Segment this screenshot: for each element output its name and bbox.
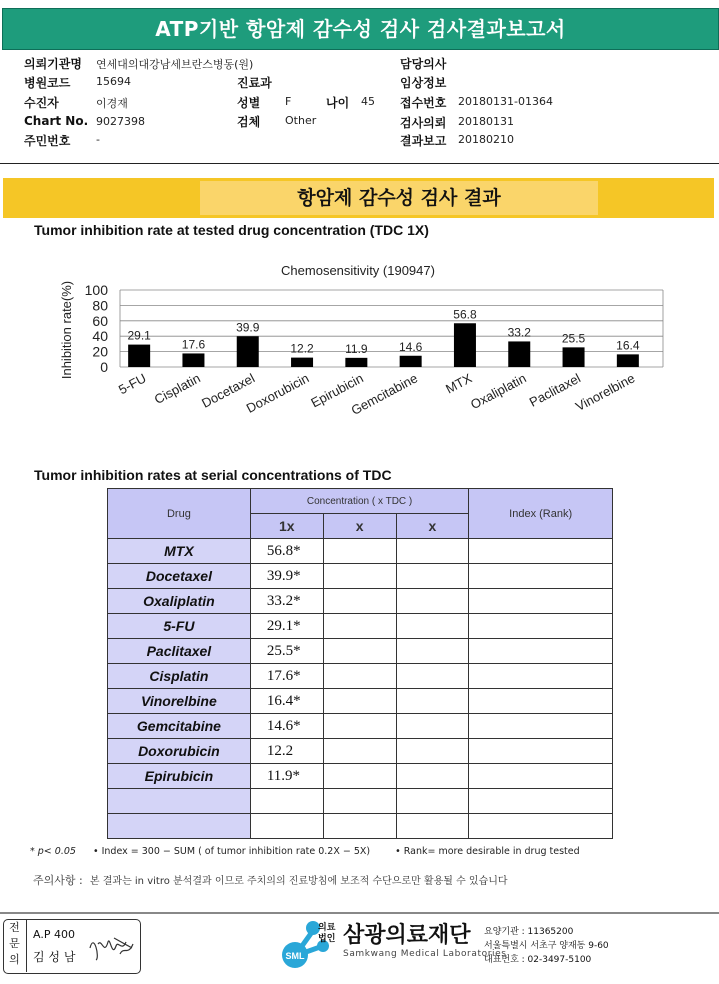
x-tick-label: Vinorelbine (572, 370, 638, 415)
footnote-rank: • Rank= more desirable in drug tested (395, 846, 580, 857)
footnote-index: • Index = 300 − SUM ( of tumor inhibition rate 0.2X − 5X) (92, 846, 371, 857)
bar-doxorubicin (291, 358, 313, 367)
signature-box-label: 전문의 (3, 919, 27, 972)
value-cell: 16.4* (250, 689, 323, 714)
value-cell (250, 814, 323, 839)
bottom-divider (0, 912, 719, 914)
drug-cell: Docetaxel (108, 564, 251, 589)
conc-x2-header: x (323, 514, 396, 539)
report-title: ATP기반 항암제 감수성 검사 검사결과보고서 (2, 8, 719, 50)
table-row (108, 589, 613, 614)
x-tick-label: Oxaliplatin (468, 370, 529, 413)
report-date-label: 결과보고 (400, 134, 447, 148)
table-row (108, 564, 613, 589)
receipt-no-label: 접수번호 (400, 96, 447, 110)
lab-english-name: Samkwang Medical Laboratories (343, 949, 507, 959)
patient-info (0, 50, 719, 164)
footnote (30, 846, 580, 857)
value-cell: 33.2* (250, 589, 323, 614)
chemosensitivity-chart (0, 255, 719, 455)
drug-cell: 5-FU (108, 614, 251, 639)
chart-no-value: 9027398 (96, 115, 145, 128)
age-value: 45 (361, 95, 375, 108)
chart-heading: Tumor inhibition rate at tested drug concentration (TDC 1X) (34, 222, 429, 238)
y-tick-label: 0 (100, 359, 108, 375)
value-cell: 17.6* (250, 664, 323, 689)
lab-address: 서울특별시 서초구 양재동 9-60 (484, 941, 609, 951)
table-row (108, 814, 613, 839)
y-tick-label: 60 (92, 312, 108, 329)
drug-cell: Epirubicin (108, 764, 251, 789)
caution-text: 본 결과는 in vitro 분석결과 이므로 주치의의 진료방침에 보조적 수단으로만 활용될 수 있습니다 (89, 876, 508, 887)
department-label: 진료과 (237, 76, 272, 90)
value-cell: 39.9* (250, 564, 323, 589)
institution-label: 의뢰기관명 (24, 57, 82, 71)
table-row (108, 739, 613, 764)
sml-logo-text: SML (285, 951, 305, 961)
table-row (108, 764, 613, 789)
chart-y-axis-label: Inhibition rate(%) (59, 280, 74, 380)
chart-y-ticks (85, 282, 109, 375)
signature-name: 김 성 남 (33, 950, 76, 964)
age-label: 나이 (326, 96, 350, 110)
bar-paclitaxel (563, 347, 585, 367)
hospital-code-label: 병원코드 (24, 76, 71, 90)
value-label: 39.9 (236, 320, 260, 335)
drug-cell: Doxorubicin (108, 739, 251, 764)
y-tick-label: 100 (84, 282, 108, 298)
bar-docetaxel (237, 336, 259, 367)
x-tick-label: Cisplatin (151, 370, 203, 408)
value-cell: 11.9* (250, 764, 323, 789)
table-row (108, 639, 613, 664)
value-cell (250, 789, 323, 814)
value-cell: 25.5* (250, 639, 323, 664)
conc-x3-header: x (396, 514, 469, 539)
doctor-label: 담당의사 (400, 57, 447, 71)
x-tick-label: Docetaxel (199, 370, 258, 411)
drug-cell: Vinorelbine (108, 689, 251, 714)
chart-x-labels (116, 370, 637, 418)
drug-cell (108, 814, 251, 839)
drug-cell: Oxaliplatin (108, 589, 251, 614)
table-row (108, 689, 613, 714)
request-date-label: 검사의뢰 (400, 116, 447, 130)
resident-no-label: 주민번호 (24, 134, 71, 148)
table-heading: Tumor inhibition rates at serial concentrations of TDC (34, 467, 392, 483)
drug-cell: Cisplatin (108, 664, 251, 689)
resident-no-value: - (96, 133, 100, 146)
drug-cell (108, 789, 251, 814)
report-date-value: 20180210 (458, 133, 514, 146)
conc-1x-header: 1x (250, 514, 323, 539)
x-tick-label: MTX (443, 370, 475, 397)
value-cell: 14.6* (250, 714, 323, 739)
value-label: 16.4 (616, 338, 640, 353)
collector-label: 수진자 (24, 96, 59, 110)
x-tick-label: Doxorubicin (243, 370, 312, 416)
x-tick-label: Epirubicin (308, 370, 366, 411)
drug-cell: Paclitaxel (108, 639, 251, 664)
value-label: 29.1 (127, 328, 151, 343)
value-cell: 29.1* (250, 614, 323, 639)
caution-note (33, 872, 508, 888)
value-label: 12.2 (290, 341, 314, 356)
x-tick-label: Paclitaxel (526, 370, 583, 410)
table-row (108, 789, 613, 814)
receipt-no-value: 20180131-01364 (458, 95, 553, 108)
y-tick-label: 40 (92, 328, 108, 345)
results-table (107, 488, 613, 839)
value-label: 56.8 (453, 307, 477, 322)
chart-title: Chemosensitivity (190947) (281, 263, 435, 278)
lab-code: 요양기관 : 11365200 (484, 927, 574, 937)
lab-phone: 대표번호 : 02-3497-5100 (484, 955, 592, 965)
drug-cell: MTX (108, 539, 251, 564)
table-row (108, 664, 613, 689)
x-tick-label: 5-FU (116, 370, 149, 398)
value-label: 14.6 (398, 339, 423, 354)
caution-label: 주의사항 : (33, 874, 83, 887)
bar-mtx (454, 323, 476, 367)
bar-gemcitabine (400, 356, 422, 367)
index-rank-header: Index (Rank) (469, 489, 613, 539)
y-tick-label: 20 (92, 343, 108, 360)
bar-cisplatin (182, 353, 204, 367)
drug-header: Drug (108, 489, 251, 539)
footnote-p: * p< 0.05 (30, 846, 76, 857)
value-cell: 56.8* (250, 539, 323, 564)
x-tick-label: Gemcitabine (348, 370, 421, 418)
clinical-info-label: 임상정보 (400, 76, 447, 90)
y-tick-label: 80 (92, 297, 108, 314)
value-label: 25.5 (561, 331, 586, 346)
institution-value: 연세대의대강남세브란스병동(원) (96, 58, 254, 71)
value-cell: 12.2 (250, 739, 323, 764)
lab-prefix: 의료법인 (318, 923, 336, 944)
request-date-value: 20180131 (458, 115, 514, 128)
bar-5-fu (128, 345, 150, 367)
collector-value: 이경재 (96, 97, 128, 110)
lab-name: 삼광의료재단 (343, 923, 471, 948)
bar-vinorelbine (617, 354, 639, 367)
section-title: 항암제 감수성 검사 결과 (200, 181, 598, 215)
value-label: 17.6 (181, 337, 206, 352)
hospital-code-value: 15694 (96, 75, 131, 88)
value-label: 33.2 (507, 325, 531, 340)
drug-cell: Gemcitabine (108, 714, 251, 739)
signature-license: A.P 400 (33, 928, 75, 941)
table-row (108, 539, 613, 564)
specimen-label: 검체 (237, 115, 261, 129)
table-row (108, 614, 613, 639)
specimen-value: Other (285, 114, 317, 127)
sex-label: 성별 (237, 96, 261, 110)
bar-epirubicin (345, 358, 367, 367)
chart-no-label: Chart No. (24, 114, 89, 128)
concentration-header: Concentration ( x TDC ) (250, 489, 469, 514)
handwritten-signature (86, 928, 136, 964)
bar-oxaliplatin (508, 341, 530, 367)
sex-value: F (285, 95, 292, 108)
value-label: 11.9 (345, 341, 368, 356)
table-row (108, 714, 613, 739)
